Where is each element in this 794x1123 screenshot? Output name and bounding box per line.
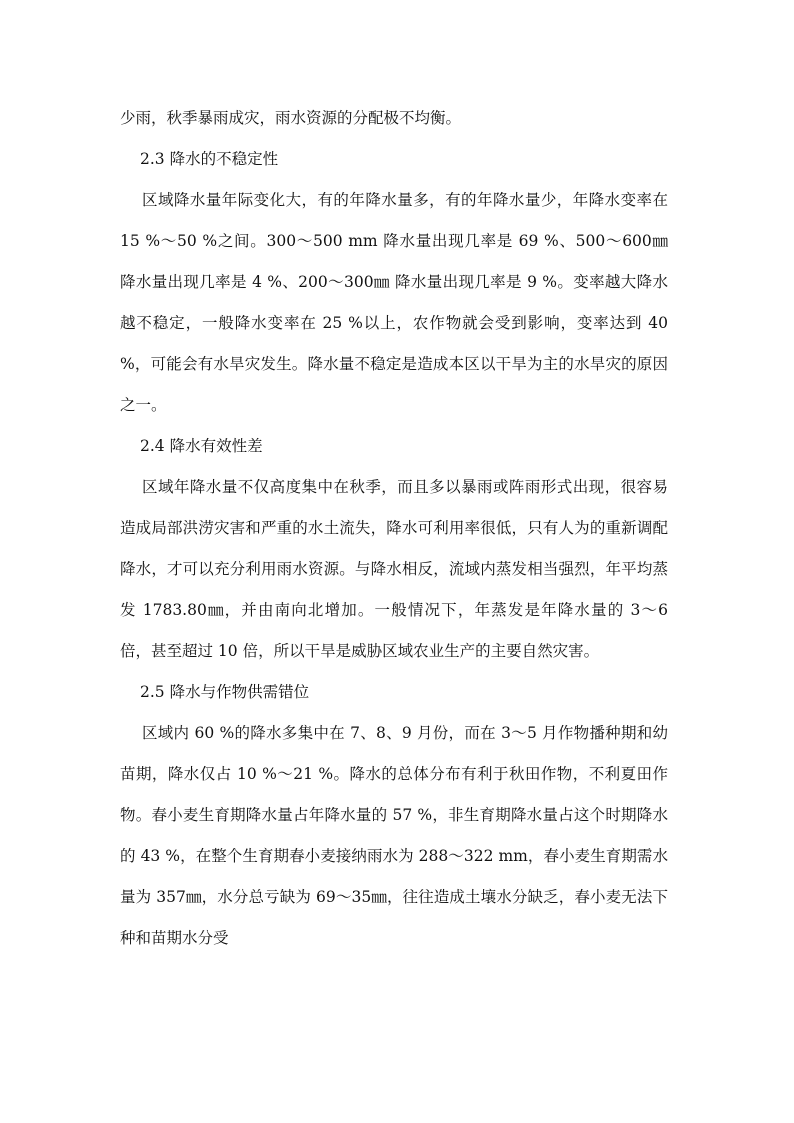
paragraph-supply-demand-mismatch: 区域内 60 %的降水多集中在 7、8、9 月份，而在 3～5 月作物播种期和幼苗期，降水仅占 10 %～21 %。降水的总体分布有利于秋田作物，不利夏田作物。春小麦生育期降水量占年降水量的 57 %，非生育期降水量占这个时期降水的 43 %，在整个生育期春小麦接纳雨水为 288～322 mm，春小麦生育期需水量为 357㎜，水分总亏缺为 69～35㎜，往往造成土壤水分缺乏，春小麦无法下种和苗期水分受 [120, 724, 668, 947]
section-heading-2-3: 2.3 降水的不稳定性 [140, 150, 279, 168]
document-body [120, 98, 668, 959]
paragraph-continuation: 少雨，秋季暴雨成灾，雨水资源的分配极不均衡。 [120, 109, 462, 127]
section-heading-2-4: 2.4 降水有效性差 [140, 437, 263, 455]
paragraph-precipitation-effectiveness: 区域年降水量不仅高度集中在秋季，而且多以暴雨或阵雨形式出现，很容易造成局部洪涝灾害和严重的水土流失，降水可利用率很低，只有人为的重新调配降水，才可以充分利用雨水资源。与降水相反，流域内蒸发相当强烈，年平均蒸发 1783.80㎜，并由南向北增加。一般情况下，年蒸发是年降水量的 3～6 倍，甚至超过 10 倍，所以干旱是威胁区域农业生产的主要自然灾害。 [120, 478, 668, 660]
section-heading-2-5: 2.5 降水与作物供需错位 [140, 683, 310, 701]
paragraph-precipitation-instability: 区域降水量年际变化大，有的年降水量多，有的年降水量少，年降水变率在 15 %～50 %之间。300～500 mm 降水量出现几率是 69 %、500～600㎜ 降水量出现几率是 4 %、200～300㎜ 降水量出现几率是 9 %。变率越大降水越不稳定，一般降水变率在 25 %以上，农作物就会受到影响，变率达到 40 %，可能会有水旱灾发生。降水量不稳定是造成本区以干旱为主的水旱灾的原因之一。 [120, 191, 668, 414]
